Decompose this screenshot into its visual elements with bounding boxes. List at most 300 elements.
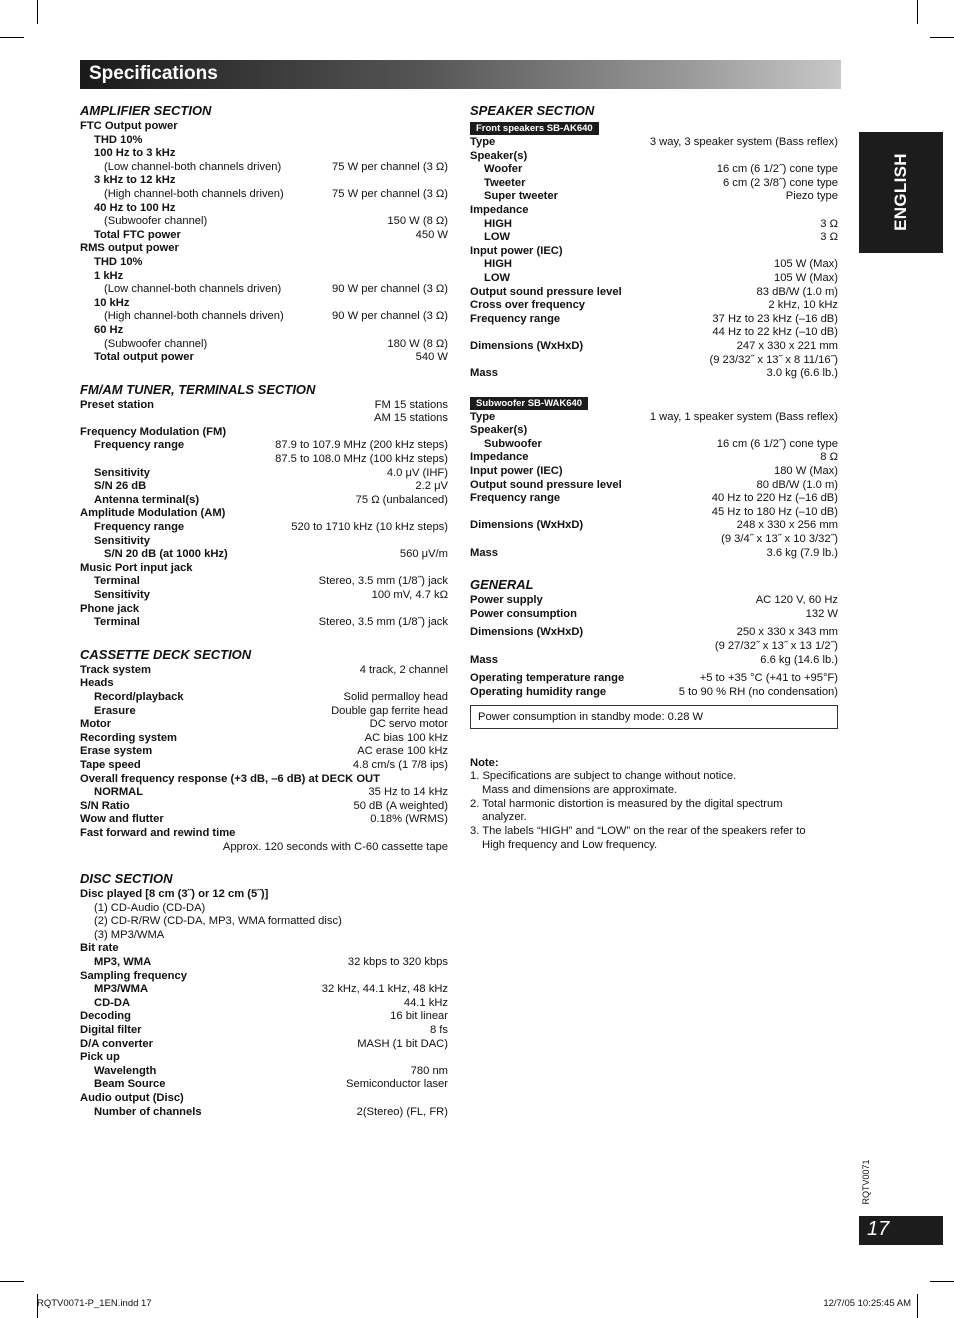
spec-value: 6 cm (2 3/8˝) cone type xyxy=(722,176,838,189)
crop-mark xyxy=(930,1281,954,1282)
spec-row xyxy=(470,367,838,381)
spec-row xyxy=(470,136,838,150)
spec-label: Speaker(s) xyxy=(470,149,528,162)
spec-value: Solid permalloy head xyxy=(343,690,448,703)
spec-value: AC erase 100 kHz xyxy=(357,745,448,758)
spec-row xyxy=(80,997,448,1011)
spec-row xyxy=(80,256,448,270)
spec-value: 247 x 330 x 221 mm xyxy=(736,339,838,352)
spec-row xyxy=(80,1010,448,1024)
spec-label: Total output power xyxy=(94,351,194,364)
spec-label: Heads xyxy=(80,677,114,690)
side-code-label: RQTV0071 xyxy=(861,1159,871,1205)
spec-label: Output sound pressure level xyxy=(470,285,622,298)
spec-label: Mass xyxy=(470,546,498,559)
spec-value: 3.6 kg (7.9 lb.) xyxy=(766,546,838,559)
spec-row xyxy=(80,1078,448,1092)
right-spec-list xyxy=(470,102,838,699)
spec-row xyxy=(80,786,448,800)
crop-mark xyxy=(0,37,24,38)
spec-value: FM 15 stations xyxy=(374,398,448,411)
spec-label: D/A converter xyxy=(80,1037,153,1050)
spec-row xyxy=(80,589,448,603)
spec-row xyxy=(470,424,838,438)
spec-label: Decoding xyxy=(80,1010,131,1023)
spec-label: Motor xyxy=(80,718,112,731)
spec-row xyxy=(80,338,448,352)
spec-value: 75 Ω (unbalanced) xyxy=(355,493,448,506)
spec-label: Sampling frequency xyxy=(80,969,187,982)
spec-value: 150 W (8 Ω) xyxy=(387,215,448,228)
spec-row xyxy=(470,177,838,191)
standby-power-text: Power consumption in standby mode: 0.28 W xyxy=(478,711,704,724)
spec-label: MP3, WMA xyxy=(94,956,152,969)
spec-row xyxy=(470,608,838,622)
spec-label: Terminal xyxy=(94,575,140,588)
spec-label: Digital filter xyxy=(80,1024,142,1037)
spec-value: 2.2 μV xyxy=(415,480,448,493)
spec-value: 87.9 to 107.9 MHz (200 kHz steps) xyxy=(275,439,448,452)
section-heading: GENERAL xyxy=(470,577,534,593)
spec-value: 50 dB (A weighted) xyxy=(353,799,448,812)
spec-value: MASH (1 bit DAC) xyxy=(357,1037,448,1050)
spec-label: Terminal xyxy=(94,616,140,629)
spec-label: Super tweeter xyxy=(484,190,558,203)
spec-value: 90 W per channel (3 Ω) xyxy=(332,283,448,296)
spec-label: LOW xyxy=(484,231,511,244)
spec-label: Frequency range xyxy=(94,521,185,534)
spec-row xyxy=(470,163,838,177)
spec-label: Tweeter xyxy=(484,176,526,189)
spec-label: Mass xyxy=(470,653,498,666)
spec-label: Input power (IEC) xyxy=(470,465,563,478)
spec-row xyxy=(80,1024,448,1038)
spec-value: 560 μV/m xyxy=(399,548,448,561)
note-item-continuation: analyzer. xyxy=(482,811,527,824)
spec-value: Semiconductor laser xyxy=(346,1078,448,1091)
spec-value: 100 mV, 4.7 kΩ xyxy=(371,589,448,601)
spec-value: 3 way, 3 speaker system (Bass reflex) xyxy=(649,136,838,148)
spec-value: 2(Stereo) (FL, FR) xyxy=(356,1105,448,1118)
spec-label: Output sound pressure level xyxy=(470,478,622,491)
spec-row xyxy=(80,956,448,970)
spec-label: 60 Hz xyxy=(94,323,124,336)
note-item: 3. The labels “HIGH” and “LOW” on the rear of the speakers refer to xyxy=(470,825,806,838)
spec-value: Approx. 120 seconds with C-60 cassette tape xyxy=(222,840,448,853)
spec-label: Input power (IEC) xyxy=(470,244,563,257)
spec-label: Sensitivity xyxy=(94,466,150,479)
spec-label: NORMAL xyxy=(94,786,144,799)
spec-label: Record/playback xyxy=(94,690,184,703)
spec-row xyxy=(80,453,448,467)
spec-label: Dimensions (WxHxD) xyxy=(470,339,584,352)
spec-label: Cross over frequency xyxy=(470,299,586,312)
spec-label: (High channel-both channels driven) xyxy=(104,187,284,200)
spec-row xyxy=(470,479,838,493)
spec-label: LOW xyxy=(484,271,511,284)
spec-row xyxy=(80,800,448,814)
spec-row xyxy=(80,120,448,134)
spec-row xyxy=(80,439,448,453)
spec-label: Bit rate xyxy=(80,942,119,955)
spec-row xyxy=(80,691,448,705)
spec-label: Impedance xyxy=(470,203,529,216)
spec-value: 44.1 kHz xyxy=(403,996,448,1009)
spec-row xyxy=(80,1106,448,1120)
spec-row xyxy=(80,215,448,229)
spec-value: 80 dB/W (1.0 m) xyxy=(756,478,838,491)
spec-row xyxy=(470,640,838,654)
spec-row xyxy=(80,705,448,719)
spec-value: 16 bit linear xyxy=(390,1010,448,1023)
spec-value: 8 Ω xyxy=(820,451,838,464)
spec-label: Erase system xyxy=(80,745,153,758)
spec-row xyxy=(80,732,448,746)
note-item: 1. Specifications are subject to change without notice. xyxy=(470,770,737,783)
spec-value: 450 W xyxy=(415,228,448,241)
spec-label: Sensitivity xyxy=(94,589,150,601)
spec-label: S/N 20 dB (at 1000 kHz) xyxy=(104,548,228,561)
spec-row xyxy=(470,326,838,340)
spec-row xyxy=(470,506,838,520)
spec-row xyxy=(470,411,838,425)
spec-row xyxy=(80,134,448,148)
spec-value: 40 Hz to 220 Hz (–16 dB) xyxy=(711,492,838,505)
spec-row xyxy=(470,533,838,547)
spec-row xyxy=(80,616,448,630)
spec-row xyxy=(80,1092,448,1106)
spec-row xyxy=(80,467,448,481)
spec-row xyxy=(470,465,838,479)
page-number: 17 xyxy=(867,1218,890,1240)
spec-row xyxy=(470,286,838,300)
spec-label: Operating temperature range xyxy=(470,672,625,685)
spec-label: (Low channel-both channels driven) xyxy=(104,160,282,173)
spec-label: Preset station xyxy=(80,398,154,411)
spec-value: 780 nm xyxy=(410,1064,448,1077)
spec-value: 4.0 μV (IHF) xyxy=(386,466,448,479)
spec-label: THD 10% xyxy=(94,255,143,268)
spec-label: Wavelength xyxy=(94,1064,157,1077)
spec-row xyxy=(80,229,448,243)
right-column xyxy=(470,100,838,853)
spec-row xyxy=(470,654,838,668)
page-number-box xyxy=(859,1216,943,1245)
spec-value: 16 cm (6 1/2˝) cone type xyxy=(716,437,838,450)
spec-value: 2 kHz, 10 kHz xyxy=(768,299,838,312)
page-title: Specifications xyxy=(89,63,218,84)
spec-row xyxy=(80,161,448,175)
crop-mark xyxy=(930,37,954,38)
spec-value: Double gap ferrite head xyxy=(331,704,448,717)
spec-label: Number of channels xyxy=(94,1105,202,1118)
spec-label: Total FTC power xyxy=(94,228,181,241)
spec-row xyxy=(80,575,448,589)
spec-label: S/N 26 dB xyxy=(94,480,147,493)
spec-row xyxy=(80,480,448,494)
spec-value: Piezo type xyxy=(785,190,838,203)
note-item-continuation: High frequency and Low frequency. xyxy=(482,838,658,851)
spec-value: 87.5 to 108.0 MHz (100 kHz steps) xyxy=(275,453,448,466)
spec-label: Disc played [8 cm (3˝) or 12 cm (5˝)] xyxy=(80,888,269,901)
spec-row xyxy=(470,231,838,245)
spec-label: Impedance xyxy=(470,451,529,464)
standby-power-box xyxy=(470,705,838,729)
spec-row xyxy=(80,888,448,902)
spec-row xyxy=(80,942,448,956)
spec-row xyxy=(470,354,838,368)
spec-row xyxy=(80,507,448,521)
spec-row xyxy=(80,310,448,324)
spec-label: 10 kHz xyxy=(94,296,130,309)
spec-row xyxy=(470,451,838,465)
spec-row xyxy=(80,1038,448,1052)
spec-value: 6.6 kg (14.6 lb.) xyxy=(760,653,838,666)
notes-list xyxy=(470,770,838,852)
spec-value: (9 23/32˝ x 13˝ x 8 11/16˝) xyxy=(709,353,838,366)
spec-label: FTC Output power xyxy=(80,120,178,132)
spec-label: THD 10% xyxy=(94,133,143,146)
spec-value: 3.0 kg (6.6 lb.) xyxy=(766,367,838,380)
title-bar xyxy=(80,60,841,89)
spec-row xyxy=(80,773,448,787)
spec-row xyxy=(80,297,448,311)
spec-value: 180 W (8 Ω) xyxy=(387,337,448,350)
spec-value: 44 Hz to 22 kHz (–10 dB) xyxy=(712,326,838,339)
spec-row xyxy=(80,929,448,943)
spec-value: 16 cm (6 1/2˝) cone type xyxy=(716,163,838,176)
spec-row xyxy=(470,626,838,640)
spec-label: Subwoofer xyxy=(484,437,542,450)
spec-row xyxy=(470,190,838,204)
spec-label: (Low channel-both channels driven) xyxy=(104,283,282,296)
section-heading: AMPLIFIER SECTION xyxy=(80,103,212,118)
spec-value: 540 W xyxy=(415,351,448,364)
spec-label: 3 kHz to 12 kHz xyxy=(94,174,176,187)
spec-row xyxy=(80,242,448,256)
spec-row xyxy=(80,548,448,562)
spec-label: Speaker(s) xyxy=(470,424,528,437)
spec-row xyxy=(80,535,448,549)
spec-label: HIGH xyxy=(484,217,512,230)
spec-label: Frequency range xyxy=(94,439,185,452)
spec-row xyxy=(80,270,448,284)
spec-value: 83 dB/W (1.0 m) xyxy=(756,285,838,298)
spec-value: 90 W per channel (3 Ω) xyxy=(332,310,448,323)
spec-value: 250 x 330 x 343 mm xyxy=(736,626,838,639)
notes-title: Note: xyxy=(470,757,499,770)
spec-row xyxy=(80,718,448,732)
spec-label: Erasure xyxy=(94,704,136,717)
spec-value: 8 fs xyxy=(429,1024,448,1037)
spec-row xyxy=(470,594,838,608)
spec-row xyxy=(80,841,448,855)
spec-value: (9 3/4˝ x 13˝ x 10 3/32˝) xyxy=(721,533,838,546)
section-heading: DISC SECTION xyxy=(80,871,173,887)
note-item: 2. Total harmonic distortion is measured by the digital spectrum xyxy=(470,797,783,810)
spec-value: 37 Hz to 23 kHz (–16 dB) xyxy=(712,312,838,325)
spec-row xyxy=(80,1051,448,1065)
spec-value: 132 W xyxy=(805,607,838,620)
spec-label: 40 Hz to 100 Hz xyxy=(94,201,176,214)
spec-value: 32 kHz, 44.1 kHz, 48 kHz xyxy=(321,983,448,996)
spec-label: 100 Hz to 3 kHz xyxy=(94,147,176,160)
footer-timestamp: 12/7/05 10:25:45 AM xyxy=(823,1298,911,1309)
spec-value: Stereo, 3.5 mm (1/8˝) jack xyxy=(318,616,448,629)
spec-row xyxy=(470,547,838,561)
spec-row xyxy=(470,672,838,686)
spec-label: S/N Ratio xyxy=(80,799,130,812)
spec-label: Type xyxy=(470,136,496,148)
spec-label: Operating humidity range xyxy=(470,685,607,698)
spec-label: (1) CD-Audio (CD-DA) xyxy=(94,901,206,914)
spec-label: 1 kHz xyxy=(94,269,124,282)
spec-row xyxy=(80,202,448,216)
spec-value: Stereo, 3.5 mm (1/8˝) jack xyxy=(318,575,448,588)
spec-label: Dimensions (WxHxD) xyxy=(470,519,584,532)
spec-label: Music Port input jack xyxy=(80,561,193,574)
spec-row xyxy=(80,283,448,297)
spec-value: 248 x 330 x 256 mm xyxy=(736,519,838,532)
spec-label xyxy=(80,453,94,467)
spec-label: Wow and flutter xyxy=(80,813,164,826)
spec-label: Recording system xyxy=(80,731,177,744)
spec-value: (9 27/32˝ x 13˝ x 13 1/2˝) xyxy=(714,640,838,652)
spec-label: Frequency Modulation (FM) xyxy=(80,425,227,438)
spec-row xyxy=(80,677,448,691)
spec-row xyxy=(80,412,448,426)
spec-value: AC 120 V, 60 Hz xyxy=(755,594,838,607)
spec-label: (High channel-both channels driven) xyxy=(104,310,284,323)
spec-label: MP3/WMA xyxy=(94,983,149,996)
section-heading: SPEAKER SECTION xyxy=(470,103,595,118)
spec-value: 3 Ω xyxy=(820,231,838,244)
spec-row xyxy=(80,983,448,997)
spec-row xyxy=(470,245,838,259)
spec-label: (Subwoofer channel) xyxy=(104,215,208,228)
spec-label: Audio output (Disc) xyxy=(80,1092,184,1104)
section-heading: CASSETTE DECK SECTION xyxy=(80,646,252,662)
spec-row xyxy=(80,399,448,413)
spec-label: Power consumption xyxy=(470,607,577,620)
spec-label: (2) CD-R/RW (CD-DA, MP3, WMA formatted disc) xyxy=(94,915,342,928)
spec-label: Track system xyxy=(80,663,151,676)
spec-row xyxy=(80,813,448,827)
spec-value: 32 kbps to 320 kbps xyxy=(347,956,448,969)
spec-row xyxy=(80,147,448,161)
spec-label: RMS output power xyxy=(80,242,179,255)
speaker-model-badge: Front speakers SB-AK640 xyxy=(470,122,599,135)
spec-label: CD-DA xyxy=(94,996,131,1009)
spec-row xyxy=(470,340,838,354)
spec-row xyxy=(470,218,838,232)
note-item-continuation: Mass and dimensions are approximate. xyxy=(482,784,678,797)
spec-row xyxy=(470,204,838,218)
spec-row xyxy=(80,970,448,984)
spec-row xyxy=(80,902,448,916)
spec-row xyxy=(470,258,838,272)
spec-value: DC servo motor xyxy=(369,718,448,731)
spec-row xyxy=(80,664,448,678)
spec-row xyxy=(80,494,448,508)
spec-label: Dimensions (WxHxD) xyxy=(470,626,584,639)
spec-value: 520 to 1710 kHz (10 kHz steps) xyxy=(291,521,448,534)
spec-label: Fast forward and rewind time xyxy=(80,826,236,839)
speaker-model-badge: Subwoofer SB-WAK640 xyxy=(470,397,588,410)
spec-row xyxy=(80,603,448,617)
spec-label: Beam Source xyxy=(94,1078,166,1091)
spec-label: Overall frequency response (+3 dB, –6 dB) at DECK OUT xyxy=(80,772,380,785)
spec-label: (3) MP3/WMA xyxy=(94,928,165,941)
spec-value: 180 W (Max) xyxy=(773,465,838,478)
spec-row xyxy=(470,686,838,700)
spec-row xyxy=(80,426,448,440)
spec-label: Power supply xyxy=(470,594,543,607)
crop-mark xyxy=(37,0,38,24)
spec-label: Phone jack xyxy=(80,602,140,615)
spec-row xyxy=(80,562,448,576)
spec-row xyxy=(80,745,448,759)
spec-value: 105 W (Max) xyxy=(773,258,838,271)
spec-label: Type xyxy=(470,410,496,423)
spec-label: Frequency range xyxy=(470,492,561,505)
crop-mark xyxy=(0,1281,24,1282)
crop-mark xyxy=(917,0,918,24)
spec-value: 35 Hz to 14 kHz xyxy=(368,786,448,799)
spec-value: 0.18% (WRMS) xyxy=(370,813,448,826)
left-column xyxy=(80,100,448,1119)
spec-row xyxy=(80,521,448,535)
spec-value: 75 W per channel (3 Ω) xyxy=(332,187,448,200)
spec-row xyxy=(470,272,838,286)
section-heading: FM/AM TUNER, TERMINALS SECTION xyxy=(80,381,316,397)
spec-value: AM 15 stations xyxy=(374,412,448,425)
spec-label: Woofer xyxy=(484,163,523,176)
language-tab xyxy=(859,132,943,253)
spec-label: HIGH xyxy=(484,258,512,271)
spec-row xyxy=(80,827,448,841)
language-tab-label: ENGLISH xyxy=(891,153,910,231)
spec-row xyxy=(80,759,448,773)
spec-value: 4.8 cm/s (1 7/8 ips) xyxy=(352,758,448,771)
spec-value: 4 track, 2 channel xyxy=(359,663,448,676)
spec-value: 5 to 90 % RH (no condensation) xyxy=(678,685,838,698)
spec-row xyxy=(80,351,448,365)
spec-value: AC bias 100 kHz xyxy=(364,731,448,744)
spec-value: 45 Hz to 180 Hz (–10 dB) xyxy=(711,505,838,518)
spec-value: 3 Ω xyxy=(820,217,838,230)
spec-row xyxy=(470,519,838,533)
spec-row xyxy=(80,324,448,338)
spec-label: Tape speed xyxy=(80,758,141,771)
spec-value: +5 to +35 °C (+41 to +95°F) xyxy=(699,672,838,685)
crop-mark xyxy=(917,1294,918,1318)
spec-label: (Subwoofer channel) xyxy=(104,337,208,350)
spec-row xyxy=(80,188,448,202)
spec-row xyxy=(80,915,448,929)
spec-label: Amplitude Modulation (AM) xyxy=(80,507,226,520)
spec-row xyxy=(470,313,838,327)
spec-row xyxy=(470,299,838,313)
spec-value: 105 W (Max) xyxy=(773,271,838,284)
spec-value: 75 W per channel (3 Ω) xyxy=(332,160,448,173)
spec-label: Frequency range xyxy=(470,312,561,325)
spec-label: Sensitivity xyxy=(94,534,150,547)
spec-row xyxy=(80,1065,448,1079)
spec-row xyxy=(80,174,448,188)
spec-row xyxy=(470,150,838,164)
spec-label: Antenna terminal(s) xyxy=(94,493,200,506)
